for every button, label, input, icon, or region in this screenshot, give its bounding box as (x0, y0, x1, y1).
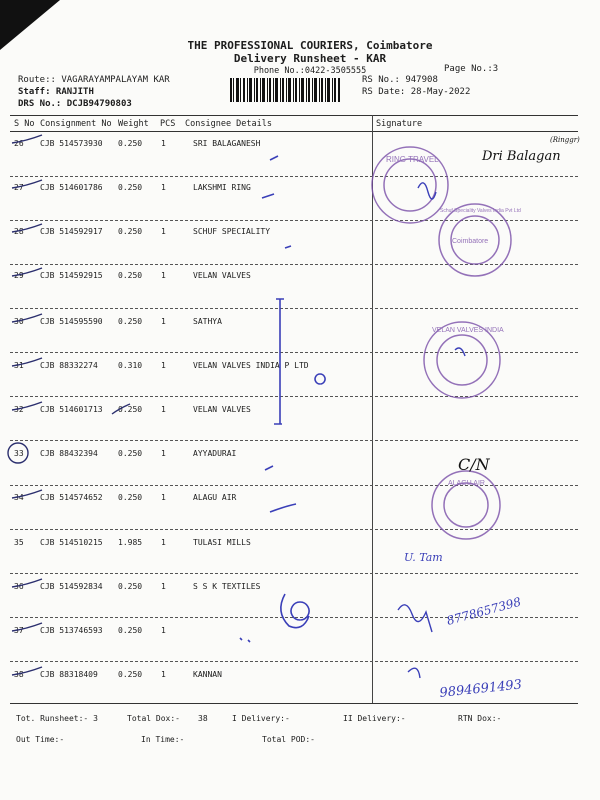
svg-text:RING TRAVEL: RING TRAVEL (386, 155, 439, 164)
signature-kannan: 9894691493 (438, 677, 523, 701)
table-row (10, 227, 578, 271)
page-number: Page No.:3 (444, 64, 499, 74)
in-time: In Time:- (141, 735, 185, 744)
column-header-sno: S No (14, 119, 35, 129)
row-consignee: SCHUF SPECIALITY (193, 227, 271, 236)
row-pcs: 1 (161, 449, 166, 458)
row-consignment-no: CJB 514574652 (40, 493, 103, 502)
signature-balaganesh: Dri Balagan (482, 149, 561, 164)
phone-number: Phone No.:0422-3505555 (253, 66, 367, 76)
table-row (10, 582, 578, 626)
barcode (230, 78, 340, 102)
row-weight: 0.250 (118, 449, 143, 458)
total-pod: Total POD:- (262, 735, 315, 744)
row-sno: 28 (14, 227, 24, 236)
row-pcs: 1 (161, 582, 166, 591)
row-consignee: KANNAN (193, 670, 222, 679)
row-sno: 31 (14, 361, 24, 370)
row-sno: 36 (14, 582, 24, 591)
row-consignment-no: CJB 88432394 (40, 449, 98, 458)
row-weight: 0.250 (118, 493, 143, 502)
row-weight: 0.250 (118, 626, 143, 635)
column-header-weight: Weight (118, 119, 149, 129)
row-consignee: ALAGU AIR (193, 493, 237, 502)
row-sno: 38 (14, 670, 24, 679)
column-header-consignment: Consignment No (40, 119, 112, 129)
table-row (10, 626, 578, 670)
table-row (10, 361, 578, 405)
runsheet-title: Delivery Runsheet - KAR (233, 52, 387, 65)
row-weight: 0.250 (118, 271, 143, 280)
svg-text:ALAGU AIR: ALAGU AIR (448, 480, 485, 487)
row-sno: 26 (14, 139, 24, 148)
row-consignee: LAKSHMI RING (193, 183, 251, 192)
staff-label: Staff: RANJITH (18, 87, 94, 97)
rs-number: RS No.: 947908 (362, 75, 438, 85)
corner-black-mark (0, 0, 60, 60)
row-sno: 33 (14, 449, 24, 458)
row-pcs: 1 (161, 493, 166, 502)
table-header-border (10, 131, 578, 132)
row-consignee: SATHYA (193, 317, 222, 326)
row-weight: 0.250 (118, 317, 143, 326)
company-title: THE PROFESSIONAL COURIERS, Coimbatore (187, 39, 433, 52)
row-consignment-no: CJB 88332274 (40, 361, 98, 370)
tot-runsheet: Tot. Runsheet:- 3 (16, 714, 98, 723)
drs-number: DRS No.: DCJB94790803 (18, 99, 132, 109)
table-row (10, 670, 578, 714)
row-pcs: 1 (161, 626, 166, 635)
table-row (10, 139, 578, 183)
row-sno: 34 (14, 493, 24, 502)
svg-text:VELAN VALVES INDIA: VELAN VALVES INDIA (432, 327, 504, 334)
row-weight: 0.250 (118, 670, 143, 679)
row-consignee: VELAN VALVES (193, 405, 251, 414)
row-pcs: 1 (161, 183, 166, 192)
row-consignment-no: CJB 514592917 (40, 227, 103, 236)
table-row (10, 538, 578, 582)
row-consignee: TULASI MILLS (193, 538, 251, 547)
svg-text:Schuf Speciality Valves India: Schuf Speciality Valves India Pvt Ltd (440, 208, 521, 214)
table-row (10, 449, 578, 493)
row-weight: 0.250 (118, 183, 143, 192)
row-consignment-no: CJB 514601713 (40, 405, 103, 414)
row-consignment-no: CJB 514595590 (40, 317, 103, 326)
row-weight: 0.250 (118, 227, 143, 236)
table-row (10, 493, 578, 537)
out-time: Out Time:- (16, 735, 65, 744)
row-pcs: 1 (161, 317, 166, 326)
table-row (10, 183, 578, 227)
row-consignment-no: CJB 514592915 (40, 271, 103, 280)
row-pcs: 1 (161, 271, 166, 280)
table-row (10, 271, 578, 315)
row-consignee: SRI BALAGANESH (193, 139, 261, 148)
i-delivery: I Delivery:- (232, 714, 290, 723)
route-label: Route:: VAGARAYAMPALAYAM KAR (18, 75, 170, 85)
signature-note: (Ringgr) (550, 136, 580, 144)
row-pcs: 1 (161, 670, 166, 679)
table-row (10, 317, 578, 361)
row-pcs: 1 (161, 538, 166, 547)
row-consignment-no: CJB 514601786 (40, 183, 103, 192)
row-sno: 29 (14, 271, 24, 280)
signature-tulasi: U. Tam (404, 551, 443, 564)
row-consignee: AYYADURAI (193, 449, 237, 458)
row-pcs: 1 (161, 361, 166, 370)
row-consignment-no: CJB 514592834 (40, 582, 103, 591)
rtn-dox: RTN Dox:- (458, 714, 502, 723)
row-consignment-no: CJB 514510215 (40, 538, 103, 547)
column-header-signature: Signature (376, 119, 423, 129)
row-weight: 1.985 (118, 538, 143, 547)
row-consignment-no: CJB 88318409 (40, 670, 98, 679)
row-consignment-no: CJB 514573930 (40, 139, 103, 148)
row-sno: 30 (14, 317, 24, 326)
row-sno: 32 (14, 405, 24, 414)
row-weight: 0.250 (118, 139, 143, 148)
row-weight: 0.310 (118, 361, 143, 370)
row-pcs: 1 (161, 139, 166, 148)
table-row (10, 405, 578, 449)
cn-note: C/N (458, 455, 490, 474)
row-pcs: 1 (161, 405, 166, 414)
svg-text:Coimbatore: Coimbatore (452, 238, 489, 245)
row-consignee: VELAN VALVES INDIA P LTD (193, 361, 309, 370)
total-dox-value: 38 (198, 714, 208, 723)
row-sno: 35 (14, 538, 24, 547)
row-consignee: VELAN VALVES (193, 271, 251, 280)
handwritten-phone: 8778657398 (445, 594, 523, 628)
ii-delivery: II Delivery:- (343, 714, 406, 723)
row-pcs: 1 (161, 227, 166, 236)
row-consignment-no: CJB 513746593 (40, 626, 103, 635)
row-weight: 0.250 (118, 582, 143, 591)
column-header-pcs: PCS (160, 119, 176, 129)
row-sno: 27 (14, 183, 24, 192)
row-weight: 0.250 (118, 405, 143, 414)
total-dox-label: Total Dox:- (127, 714, 180, 723)
row-consignee: S S K TEXTILES (193, 582, 261, 591)
column-header-details: Consignee Details (185, 119, 272, 129)
row-sno: 37 (14, 626, 24, 635)
rs-date: RS Date: 28-May-2022 (362, 87, 471, 97)
table-top-border (10, 115, 578, 116)
